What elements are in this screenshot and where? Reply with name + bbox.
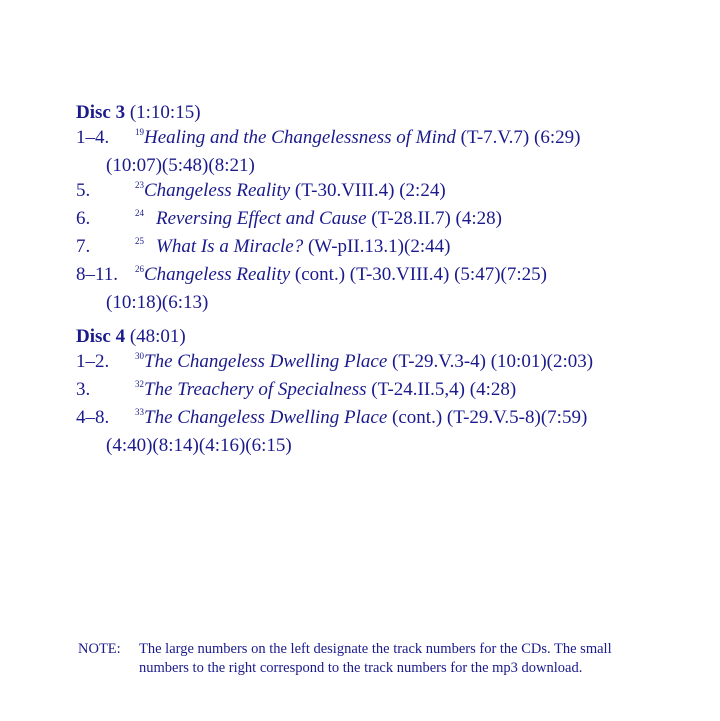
- mp3-track-number: 33: [135, 407, 144, 417]
- track-number: 1–2.: [76, 351, 110, 372]
- mp3-track-number: 30: [135, 351, 144, 361]
- track-title: The Treachery of Specialness: [144, 379, 367, 400]
- track-reference: (T-28.II.7) (4:28): [371, 208, 502, 229]
- track-durations-continued: (10:18)(6:13): [106, 292, 209, 313]
- mp3-track-number: 24: [135, 208, 144, 218]
- track-reference: (T-7.V.7) (6:29): [460, 127, 581, 148]
- track-reference: (T-30.VIII.4) (2:24): [294, 180, 446, 201]
- track-item: [76, 125, 580, 178]
- mp3-track-number: 25: [135, 236, 144, 246]
- note-line-1: The large numbers on the left designate the track numbers for the CDs. The small: [139, 641, 612, 657]
- disc-3-section: [76, 100, 580, 315]
- track-item: [76, 206, 580, 234]
- track-title: Changeless Reality: [144, 264, 291, 285]
- track-item: [76, 377, 593, 405]
- track-number: 6.: [76, 208, 91, 229]
- mp3-track-number: 19: [135, 127, 144, 137]
- track-item: [76, 262, 580, 315]
- track-reference: (cont.) (T-30.VIII.4) (5:47)(7:25): [294, 264, 547, 285]
- track-durations-continued: (10:07)(5:48)(8:21): [106, 155, 255, 176]
- mp3-track-number: 26: [135, 264, 144, 274]
- disc-title: Disc 4: [76, 326, 126, 347]
- track-title: Healing and the Changelessness of Mind: [144, 127, 456, 148]
- track-title: The Changeless Dwelling Place: [144, 407, 388, 428]
- track-number: 4–8.: [76, 407, 110, 428]
- disc-heading: [76, 324, 593, 349]
- footnote: [78, 640, 678, 678]
- note-line-2: numbers to the right correspond to the track numbers for the mp3 download.: [139, 660, 583, 676]
- track-item: [76, 178, 580, 206]
- disc-duration: (48:01): [129, 326, 186, 347]
- track-title: Changeless Reality: [144, 180, 291, 201]
- track-number: 1–4.: [76, 127, 110, 148]
- mp3-track-number: 32: [135, 379, 144, 389]
- track-number: 7.: [76, 236, 91, 257]
- track-title: The Changeless Dwelling Place: [144, 351, 388, 372]
- track-title: Reversing Effect and Cause: [156, 208, 367, 229]
- track-durations-continued: (4:40)(8:14)(4:16)(6:15): [106, 435, 292, 456]
- track-reference: (W-pII.13.1)(2:44): [307, 236, 451, 257]
- disc-heading: [76, 100, 580, 125]
- track-item: [76, 349, 593, 377]
- track-title: What Is a Miracle?: [156, 236, 304, 257]
- track-number: 5.: [76, 180, 91, 201]
- track-number: 3.: [76, 379, 91, 400]
- disc-duration: (1:10:15): [129, 102, 201, 123]
- track-item: [76, 405, 593, 458]
- track-item: [76, 234, 580, 262]
- track-reference: (T-29.V.3-4) (10:01)(2:03): [392, 351, 594, 372]
- track-reference: (T-24.II.5,4) (4:28): [371, 379, 517, 400]
- note-label: NOTE:: [78, 641, 121, 657]
- mp3-track-number: 23: [135, 180, 144, 190]
- track-reference: (cont.) (T-29.V.5-8)(7:59): [392, 407, 588, 428]
- track-number: 8–11.: [76, 264, 119, 285]
- disc-title: Disc 3: [76, 102, 126, 123]
- disc-4-section: [76, 324, 593, 458]
